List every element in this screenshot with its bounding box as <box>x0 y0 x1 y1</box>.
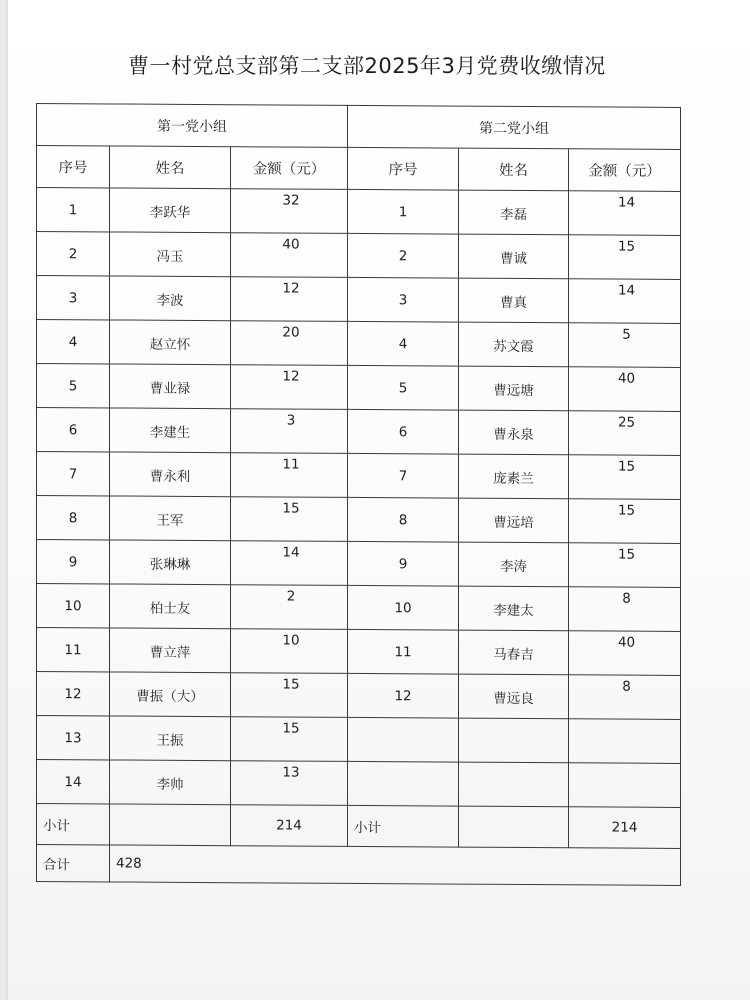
group2-amount-value: 15 <box>617 458 636 475</box>
group2-no: 12 <box>348 673 459 718</box>
group1-subtotal-label: 小计 <box>37 804 110 845</box>
group2-no: 7 <box>348 453 459 498</box>
group1-amount-value: 40 <box>282 236 300 253</box>
group2-no: 8 <box>348 497 459 542</box>
group1-no: 4 <box>37 320 110 364</box>
group2-header-no: 序号 <box>348 147 459 190</box>
group2-subtotal-blank <box>459 806 569 848</box>
group2-amount <box>569 323 681 368</box>
group1-amount-value: 11 <box>282 456 300 473</box>
group1-no: 5 <box>37 364 110 408</box>
group1-amount-value: 12 <box>282 280 300 297</box>
table-row <box>37 672 681 720</box>
group1-title: 第一党小组 <box>37 104 348 148</box>
group2-name: 苏文霞 <box>459 322 569 367</box>
group1-name: 李跃华 <box>110 188 231 233</box>
group2-no <box>348 761 459 806</box>
table-row <box>37 364 681 412</box>
group2-amount-value: 8 <box>622 678 631 695</box>
group2-name: 李建太 <box>459 586 569 631</box>
group2-name: 曹永泉 <box>459 410 569 455</box>
group2-no: 2 <box>348 233 459 278</box>
group1-no: 6 <box>37 408 110 452</box>
group2-no: 3 <box>348 277 459 322</box>
group1-name: 赵立怀 <box>110 320 231 365</box>
group2-amount-value: 5 <box>622 326 631 343</box>
group1-header-no: 序号 <box>37 146 110 188</box>
total-row <box>37 845 681 886</box>
group1-amount <box>231 365 348 410</box>
group1-amount-value: 20 <box>282 324 300 341</box>
group1-amount <box>231 717 348 762</box>
group2-name: 曹真 <box>459 278 569 323</box>
group2-amount-value: 8 <box>622 590 631 607</box>
group2-amount-value: 14 <box>617 282 636 299</box>
group2-name: 曹远培 <box>459 498 569 543</box>
table-row <box>37 320 681 368</box>
page-title: 曹一村党总支部第二支部2025年3月党费收缴情况 <box>128 54 606 78</box>
group2-name: 李磊 <box>459 190 569 235</box>
group1-name: 冯玉 <box>110 232 231 277</box>
group2-amount-value: 25 <box>617 414 636 431</box>
group2-amount <box>569 455 681 500</box>
group1-name: 王振 <box>110 716 231 761</box>
table-row <box>37 408 681 456</box>
group2-header-amount: 金额（元） <box>569 149 681 192</box>
group1-name: 曹业禄 <box>110 364 231 409</box>
group1-no: 10 <box>37 584 110 628</box>
group2-amount <box>569 279 681 324</box>
group2-name <box>459 762 569 807</box>
group1-name: 李波 <box>110 276 231 321</box>
group2-name: 马春吉 <box>459 630 569 675</box>
group2-no: 1 <box>348 189 459 234</box>
group1-amount-value: 13 <box>282 764 300 781</box>
group1-amount <box>231 585 348 630</box>
group1-no: 13 <box>37 716 110 760</box>
group2-amount-value: 40 <box>617 634 636 651</box>
group1-name: 李建生 <box>110 408 231 453</box>
group2-subtotal-label: 小计 <box>348 805 459 847</box>
group2-amount <box>569 631 681 676</box>
table-row <box>37 276 681 324</box>
group1-amount-value: 14 <box>282 544 300 561</box>
group1-no: 1 <box>37 188 110 232</box>
group1-no: 3 <box>37 276 110 320</box>
group1-amount <box>231 629 348 674</box>
group2-name: 庞素兰 <box>459 454 569 499</box>
group2-amount <box>569 411 681 456</box>
group1-amount <box>231 189 348 234</box>
group1-header-amount: 金额（元） <box>231 147 348 190</box>
group2-no <box>348 717 459 762</box>
group2-amount <box>569 543 681 588</box>
group1-no: 12 <box>37 672 110 716</box>
group1-amount <box>231 541 348 586</box>
group1-amount-value: 32 <box>282 192 300 209</box>
group2-header-name: 姓名 <box>459 148 569 191</box>
group1-amount-value: 15 <box>282 676 300 693</box>
group1-amount <box>231 277 348 322</box>
table-row <box>37 628 681 676</box>
table-row <box>37 232 681 280</box>
group1-amount <box>231 761 348 806</box>
total-label: 合计 <box>37 845 110 882</box>
group1-amount <box>231 233 348 278</box>
group2-name: 李涛 <box>459 542 569 587</box>
group1-header-name: 姓名 <box>110 146 231 189</box>
group2-name: 曹远塘 <box>459 366 569 411</box>
group1-subtotal-value: 214 <box>231 805 348 847</box>
group2-amount-value: 40 <box>617 370 636 387</box>
table-row <box>37 188 681 236</box>
group1-name: 曹永利 <box>110 452 231 497</box>
group1-no: 11 <box>37 628 110 672</box>
group1-name: 曹振（大） <box>110 672 231 717</box>
group2-amount <box>569 763 681 808</box>
group2-amount <box>569 499 681 544</box>
table-row <box>37 716 681 764</box>
group1-amount-value: 15 <box>282 720 300 737</box>
group1-name: 柏士友 <box>110 584 231 629</box>
group2-no: 11 <box>348 629 459 674</box>
group2-amount <box>569 675 681 720</box>
group2-no: 10 <box>348 585 459 630</box>
group1-amount <box>231 321 348 366</box>
group1-amount-value: 10 <box>282 632 300 649</box>
table-row <box>37 496 681 544</box>
group2-name <box>459 718 569 763</box>
column-header-row <box>37 146 681 192</box>
subtotal-row <box>37 804 681 849</box>
table-row <box>37 540 681 588</box>
group1-name: 李帅 <box>110 760 231 805</box>
group2-no: 6 <box>348 409 459 454</box>
group1-amount-value: 15 <box>282 500 300 517</box>
group2-subtotal-value: 214 <box>569 807 681 849</box>
group1-subtotal-blank <box>110 804 231 846</box>
group2-amount-value: 15 <box>617 546 636 563</box>
group1-amount <box>231 673 348 718</box>
group2-no: 5 <box>348 365 459 410</box>
group1-amount-value: 12 <box>282 368 300 385</box>
group1-amount-value: 3 <box>286 412 296 429</box>
group2-name: 曹诚 <box>459 234 569 279</box>
group2-no: 4 <box>348 321 459 366</box>
fee-table <box>36 103 681 886</box>
group1-amount <box>231 497 348 542</box>
group-header-row <box>37 104 681 150</box>
group1-amount-value: 2 <box>286 588 296 605</box>
group1-name: 张琳琳 <box>110 540 231 585</box>
table-row <box>37 760 681 808</box>
group2-title: 第二党小组 <box>348 105 681 149</box>
table-row <box>37 584 681 632</box>
group2-amount-value: 15 <box>617 238 636 255</box>
group2-amount-value: 15 <box>617 502 636 519</box>
group2-amount <box>569 719 681 764</box>
total-value: 428 <box>110 845 681 885</box>
group2-amount <box>569 191 681 236</box>
group1-amount <box>231 409 348 454</box>
group1-no: 14 <box>37 760 110 804</box>
group1-name: 王军 <box>110 496 231 541</box>
group1-no: 2 <box>37 232 110 276</box>
group2-amount <box>569 587 681 632</box>
table-row <box>37 452 681 500</box>
group1-no: 7 <box>37 452 110 496</box>
group2-no: 9 <box>348 541 459 586</box>
group1-no: 8 <box>37 496 110 540</box>
group1-name: 曹立萍 <box>110 628 231 673</box>
group2-amount <box>569 235 681 280</box>
group1-no: 9 <box>37 540 110 584</box>
group2-name: 曹远良 <box>459 674 569 719</box>
group1-amount <box>231 453 348 498</box>
group2-amount-value: 14 <box>617 194 636 211</box>
group2-amount <box>569 367 681 412</box>
